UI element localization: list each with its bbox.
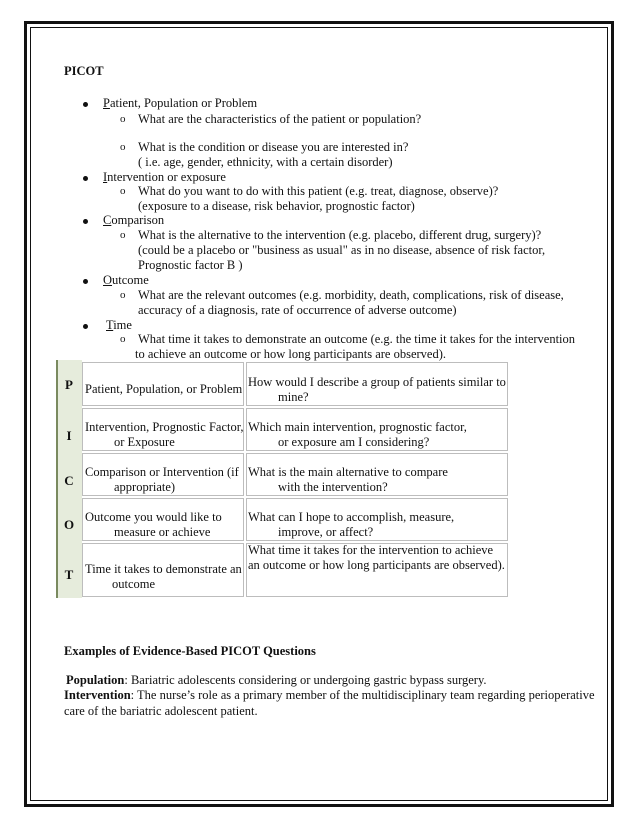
sub-bullet-icon: o — [120, 333, 126, 345]
picot-letter: I — [66, 428, 72, 443]
table-text: an outcome or how long participants are observed). — [248, 558, 505, 572]
sub-bullet-icon: o — [120, 141, 126, 153]
table-text: outcome — [112, 577, 156, 591]
sub-bullet-icon: o — [120, 229, 126, 241]
picot-letter: P — [65, 377, 73, 392]
table-text: Which main intervention, prognostic factor, — [248, 420, 467, 434]
table-text: with the intervention? — [278, 480, 388, 494]
table-text: appropriate) — [114, 480, 176, 494]
outline-sub-text: What do you want to do with this patient (e.g. treat, diagnose, observe)? — [138, 184, 499, 198]
outline-sub-text: to achieve an outcome or how long participants are observed). — [135, 347, 446, 361]
population-example: Population: Bariatric adolescents considering or undergoing gastric bypass surgery. — [66, 673, 487, 687]
outline-item-outcome: Outcome — [103, 273, 149, 287]
bullet-icon — [83, 176, 88, 181]
table-text: Comparison or Intervention (if — [85, 465, 239, 479]
bullet-icon — [83, 219, 88, 224]
table-text: Outcome you would like to — [85, 510, 222, 524]
picot-heading: PICOT — [64, 64, 104, 78]
outline-sub-text: What is the alternative to the intervention (e.g. placebo, different drug, surgery)? — [138, 228, 542, 242]
picot-letter: C — [64, 473, 74, 488]
table-text: mine? — [278, 390, 309, 404]
sub-bullet-icon: o — [120, 185, 126, 197]
outline-item-intervention: Intervention or exposure — [103, 170, 226, 184]
table-text: What time it takes for the intervention to achieve — [248, 543, 494, 557]
outline-sub-text: What is the condition or disease you are interested in? — [138, 140, 409, 154]
table-text: What can I hope to accomplish, measure, — [248, 510, 455, 524]
table-text: Patient, Population, or Problem — [85, 382, 243, 396]
picot-letter: T — [64, 567, 74, 582]
table-text: What is the main alternative to compare — [248, 465, 448, 479]
sub-bullet-icon: o — [120, 113, 126, 125]
examples-heading: Examples of Evidence-Based PICOT Questions — [64, 644, 316, 658]
outline-sub-text: Prognostic factor B ) — [138, 258, 243, 272]
outline-sub-text: (could be a placebo or "business as usual" as in no disease, absence of risk factor, — [138, 243, 546, 257]
outline-sub-text: What are the relevant outcomes (e.g. morbidity, death, complications, risk of disease, — [138, 288, 564, 302]
intervention-example: Intervention: The nurse’s role as a primary member of the multidisciplinary team regarding perioperative — [64, 688, 595, 702]
outline-sub-text: (exposure to a disease, risk behavior, prognostic factor) — [138, 199, 415, 213]
table-text: or exposure am I considering? — [278, 435, 430, 449]
picot-letter: O — [63, 517, 75, 532]
outline-sub-text: What time it takes to demonstrate an outcome (e.g. the time it takes for the intervention — [138, 332, 576, 346]
outline-sub-text: accuracy of a diagnosis, rate of occurrence of adverse outcome) — [138, 303, 457, 317]
table-text: Time it takes to demonstrate an — [85, 562, 242, 576]
table-text: improve, or affect? — [278, 525, 374, 539]
table-text: measure or achieve — [114, 525, 211, 539]
outline-item-time: Time — [106, 318, 132, 332]
intervention-example-cont: care of the bariatric adolescent patient. — [64, 704, 258, 718]
table-text: or Exposure — [114, 435, 175, 449]
bullet-icon — [83, 102, 88, 107]
bullet-icon — [83, 279, 88, 284]
bullet-icon — [83, 324, 88, 329]
outline-sub-text: ( i.e. age, gender, ethnicity, with a certain disorder) — [138, 155, 393, 169]
outline-item-patient: Patient, Population or Problem — [103, 96, 258, 110]
outline-sub-text: What are the characteristics of the patient or population? — [138, 112, 422, 126]
outline-item-comparison: Comparison — [103, 213, 165, 227]
table-text: How would I describe a group of patients similar to — [248, 375, 506, 389]
sub-bullet-icon: o — [120, 289, 126, 301]
table-text: Intervention, Prognostic Factor, — [85, 420, 244, 434]
